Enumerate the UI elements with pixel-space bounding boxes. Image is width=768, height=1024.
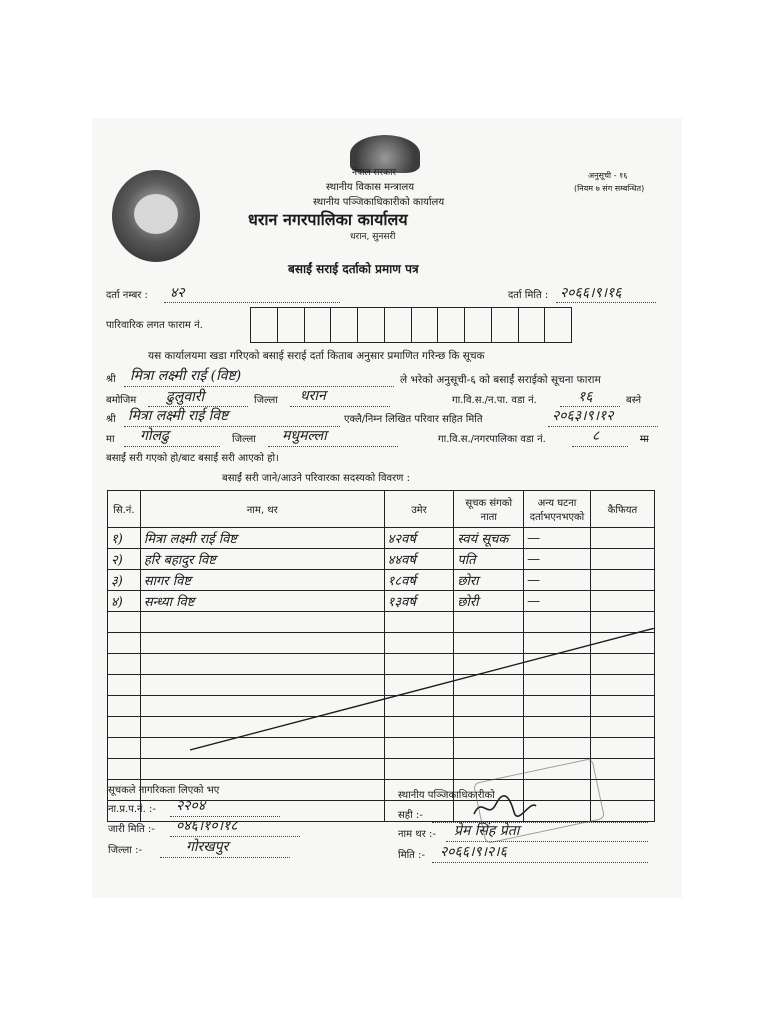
ministry-line2: स्थानीय विकास मन्त्रालय [326, 182, 415, 193]
signature-label: सही :- [398, 810, 423, 821]
empty-cell [108, 633, 141, 654]
move-date: २०६३।९।१२ [552, 408, 614, 424]
form-title: बसाईं सराई दर्ताको प्रमाण पत्र [288, 262, 419, 276]
member-relation-cell: छोरा [454, 570, 524, 591]
member-age-cell: ४२वर्ष [384, 528, 454, 549]
family-text: एक्लै/निम्न लिखित परिवार सहित मिति [344, 414, 483, 425]
move-date-line [548, 426, 658, 427]
col-name: नाम, थर [140, 491, 384, 528]
diagonal-strike-line [190, 628, 655, 753]
reg-date-value: २०६६।९।१६ [560, 285, 622, 301]
office-location: धरान, सुनसरी [350, 232, 396, 242]
empty-cell [108, 759, 141, 780]
district-line [290, 406, 390, 407]
reg-no-value: ४२ [170, 285, 185, 301]
body-line-final: बसाईं सरी गएको हो/बाट बसाईं सरी आएको हो। [106, 453, 279, 464]
member-relation-cell: छोरी [454, 591, 524, 612]
vdc-ward-label: गा.वि.स./न.पा. वडा नं. [452, 395, 537, 406]
bamojim-label: बमोजिम [106, 395, 137, 406]
from-district: ढुलुवारी [166, 389, 205, 405]
shri-label: श्री [106, 374, 116, 385]
empty-cell [108, 675, 141, 696]
ma-label: मा [106, 434, 115, 445]
informant-name: मित्रा लक्ष्मी राई (विष्ट) [130, 368, 242, 384]
schedule-note: (नियम ७ संग सम्बन्धित) [574, 184, 645, 193]
col-sn: सि.नं. [108, 491, 141, 528]
name-value: प्रेम सिंह प्रेता [454, 823, 520, 839]
citizenship-label: सूचकले नागरिकता लिएको भए [108, 785, 220, 796]
ward-value: १६ [578, 389, 593, 405]
member-name-cell: हरि बहादुर विष्ट [140, 549, 384, 570]
ministry-line3: स्थानीय पञ्जिकाधिकारीको कार्यालय [313, 197, 445, 208]
lagat-number-boxes [250, 307, 572, 343]
col-relation: सूचक संगको नाता [454, 491, 524, 528]
table-row [108, 570, 655, 591]
dest-place-line [124, 446, 220, 447]
member-name-cell: सागर विष्ट [140, 570, 384, 591]
informant-line [124, 386, 394, 387]
member-name-cell: सन्ध्या विष्ट [140, 591, 384, 612]
office-title: धरान नगरपालिका कार्यालय [248, 210, 408, 229]
reg-no-label: दर्ता नम्बर : [106, 290, 148, 301]
member-event-cell: — [524, 570, 591, 591]
member-remark-cell [590, 549, 654, 570]
member-event-cell: — [524, 528, 591, 549]
empty-cell [140, 759, 384, 780]
ward2-line [572, 446, 628, 447]
member-remark-cell [590, 591, 654, 612]
member-sn-cell: ३) [108, 570, 141, 591]
district2-label: जिल्ला [232, 434, 256, 445]
footer-date-line [432, 862, 648, 863]
district2-line [268, 446, 398, 447]
member-name-cell: मित्रा लक्ष्मी राई विष्ट [140, 528, 384, 549]
empty-cell [590, 759, 654, 780]
member-event-cell: — [524, 591, 591, 612]
member-relation-cell: पति [454, 549, 524, 570]
ward2-value: ८ [592, 428, 600, 444]
district-label: जिल्ला [254, 395, 278, 406]
dest-place: गोलढु [140, 428, 169, 444]
table-row [108, 549, 655, 570]
member-remark-cell [590, 528, 654, 549]
member-age-cell: १८वर्ष [384, 570, 454, 591]
footer-date-value: २०६६।९।२।६ [440, 844, 507, 860]
footer-district-line [160, 857, 290, 858]
reg-date-label: दर्ता मिति : [508, 290, 549, 301]
nepal-emblem-icon [112, 170, 200, 262]
name-label: नाम थर :- [398, 829, 436, 840]
member-age-cell: १३वर्ष [384, 591, 454, 612]
col-age: उमेर [384, 491, 454, 528]
date-label: मिति :- [398, 850, 426, 861]
schedule-ref: अनुसूची - १६ [588, 171, 628, 180]
member-relation-cell: स्वयं सूचक [454, 528, 524, 549]
reg-no-line [164, 302, 340, 303]
issue-date-label: जारी मिति :- [108, 824, 155, 835]
footer-district-value: गोरखपुर [186, 839, 229, 855]
member-sn-cell: २) [108, 549, 141, 570]
table-header-row [108, 491, 655, 528]
np-value: २२०४ [176, 798, 206, 814]
col-other-event: अन्य घटना दर्ताभएनभएको [524, 491, 591, 528]
member-remark-cell [590, 570, 654, 591]
table-row [108, 591, 655, 612]
district-value: धरान [300, 388, 326, 404]
table-row [108, 528, 655, 549]
empty-cell [108, 612, 141, 633]
empty-cell [108, 696, 141, 717]
empty-cell [384, 759, 454, 780]
issue-date-value: ०४६।१०।१८ [176, 818, 238, 834]
body-line1: यस कार्यालयमा खडा गरिएको बसाई सराई दर्ता किताब अनुसार प्रमाणित गरिन्छ कि सूचक [148, 350, 485, 362]
member-sn-cell: ४) [108, 591, 141, 612]
vdc2-label: गा.वि.स./नगरपालिका वडा नं. [438, 434, 546, 445]
np-label: ना.प्र.प.नं. :- [108, 804, 156, 815]
ministry-line1: नेपाल सरकार [352, 168, 397, 178]
reg-date-line [556, 302, 656, 303]
shri2-label: श्री [106, 414, 116, 425]
empty-cell [108, 654, 141, 675]
body-line2: ले भरेको अनुसूची-६ को बसाईं सराईको सूचना फाराम [400, 374, 601, 386]
district2-value: मधुमल्ला [282, 428, 327, 444]
lagat-label: पारिवारिक लगत फाराम नं. [106, 320, 203, 331]
ma2-label: मा [640, 434, 649, 445]
empty-cell [108, 738, 141, 759]
empty-cell [108, 717, 141, 738]
registrar-label: स्थानीय पञ्जिकाधिकारीको [398, 790, 495, 801]
member-event-cell: — [524, 549, 591, 570]
member-sn-cell: १) [108, 528, 141, 549]
person-name: मित्रा लक्ष्मी राई विष्ट [128, 408, 229, 424]
member-age-cell: ४४वर्ष [384, 549, 454, 570]
footer-district-label: जिल्ला :- [108, 845, 143, 856]
col-remark: कैफियत [590, 491, 654, 528]
table-caption: बसाईं सरी जाने/आउने परिवारका सदस्यको विवरण : [222, 473, 410, 484]
basne-label: बस्ने [626, 395, 642, 406]
